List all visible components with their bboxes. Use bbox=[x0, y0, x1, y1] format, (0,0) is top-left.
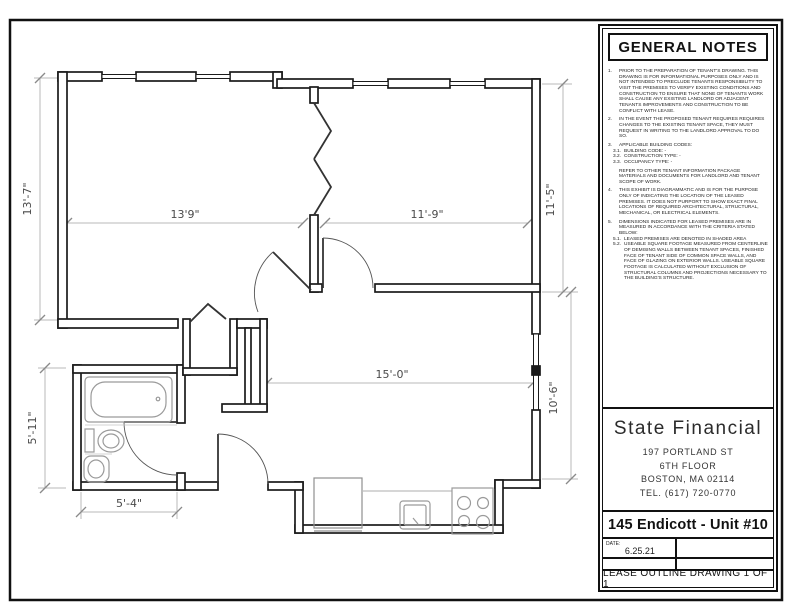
bedroom2-door bbox=[323, 238, 373, 288]
walls bbox=[58, 72, 540, 533]
general-notes-list bbox=[603, 64, 773, 282]
dim-bath-width: 5'-4" bbox=[115, 497, 143, 510]
firm-block bbox=[603, 407, 773, 510]
note-text: CONSTRUCTION TYPE: - bbox=[624, 154, 681, 160]
dimension-labels bbox=[21, 182, 560, 510]
toilet bbox=[85, 429, 124, 454]
fixtures bbox=[84, 377, 493, 534]
bifold-closet-door bbox=[190, 304, 226, 322]
refrigerator bbox=[314, 478, 362, 531]
dim-room2-width: 11'-9" bbox=[410, 208, 444, 221]
note-text: DIMENSIONS INDICATED FOR LEASED PREMISES ARE IN MEASURED IN ACCORDANCE WITH THE CRITERIA STATED BELOW: bbox=[619, 219, 755, 237]
firm-address-line: BOSTON, MA 02114 bbox=[641, 474, 735, 484]
note-number: 4. bbox=[608, 188, 613, 194]
dimension-lines bbox=[34, 78, 578, 519]
note-number: 5.1. bbox=[613, 236, 622, 242]
dim-living-width: 15'-0" bbox=[375, 368, 409, 381]
note-text: REFER TO OTHER TENANT INFORMATION PACKAGE MATERIALS AND DOCUMENTS FOR LANDLORD AND TENANT SCOPE OF WORK. bbox=[619, 168, 760, 185]
note-text: OCCUPANCY TYPE: - bbox=[624, 159, 673, 165]
note-item bbox=[608, 188, 768, 216]
note-number: 1. bbox=[608, 69, 613, 74]
note-text: LEASED PREMISES ARE DENOTED IN SHADED AREA bbox=[624, 236, 747, 242]
empty-cell bbox=[677, 539, 773, 557]
note-number: 3.2. bbox=[613, 154, 622, 160]
dim-left-height: 13'-7" bbox=[21, 182, 34, 216]
note-number: 5.2. bbox=[613, 242, 622, 248]
note-text: BUILDING CODE: - bbox=[624, 148, 667, 154]
closet-zigzag-doors bbox=[314, 103, 331, 215]
sheet-title: LEASE OUTLINE DRAWING 1 OF 1 bbox=[603, 569, 773, 587]
date-label: DATE: bbox=[606, 541, 621, 547]
note-item bbox=[608, 160, 768, 166]
doors bbox=[124, 103, 373, 484]
note-text: THIS EXHIBIT IS DIAGRAMMATIC AND IS FOR THE PURPOSE ONLY OF INDICATING THE LOCATION OF THE LEASED PREMISES. IT DOES NOT PURPORT TO SHOW EXACT FINAL LOCATIONS OF REQUIRED ARCHITECTURAL, STRUCTURAL, MECHANICAL, OR ELECTRICAL ELEMENTS. bbox=[619, 188, 759, 217]
general-notes-header: GENERAL NOTES bbox=[608, 33, 768, 61]
note-number: 3.3. bbox=[613, 159, 622, 165]
note-number: 3. bbox=[608, 142, 613, 148]
note-number: 2. bbox=[608, 117, 613, 123]
dim-bath-height: 5'-11" bbox=[26, 411, 39, 445]
note-item bbox=[608, 220, 768, 237]
entry-door bbox=[218, 434, 268, 484]
title-block bbox=[598, 24, 778, 592]
firm-address-line: TEL. (617) 720-0770 bbox=[639, 487, 737, 498]
note-item bbox=[608, 69, 768, 114]
kitchen-sink bbox=[400, 501, 430, 529]
bathtub bbox=[85, 377, 177, 425]
note-item bbox=[608, 117, 768, 140]
date-row bbox=[603, 537, 773, 557]
date-value: 6.25.21 bbox=[624, 546, 655, 556]
note-number: 3.1. bbox=[613, 148, 622, 154]
firm-name: State Financial bbox=[613, 418, 763, 439]
hall-door bbox=[254, 252, 311, 312]
dimension-ticks bbox=[35, 73, 576, 517]
note-number: 5. bbox=[608, 219, 613, 225]
note-text: IN THE EVENT THE PROPOSED TENANT REQUIRES REQUIRES CHANGES TO THE EXISTING TENANT SPACE, THEY MUST REQUEST IN WRITING TO THE LANDLORD APPROVAL TO DO SO. bbox=[619, 117, 765, 140]
title-block-spacer bbox=[603, 282, 773, 407]
note-text: APPLICABLE BUILDING CODES: bbox=[619, 142, 693, 148]
dim-right-bottom-height: 10'-6" bbox=[547, 381, 560, 415]
title-block-inner bbox=[602, 28, 774, 588]
project-title: 145 Endicott - Unit #10 bbox=[603, 510, 773, 537]
note-text: PRIOR TO THE PREPARATION OF TENANT'S DRAWING. THIS DRAWING IS FOR INFORMATIONAL PURPOSES ONLY AND IS NOT INTENDED TO PRECLUDE TENANTS RESPONSIBILITY TO VISIT THE PREMISES TO VERIFY EXISTING CONDITIONS AND CONSTRUCTION TO ENSURE THAT NONE OF TENANTS WORK SHALL CAUSE ANY EXISTING LANDLORD OR ADJACENT TENANTS IMPROVEMENTS AND CONSTRUCTION TO BE CONFLICT WITH LEASE. bbox=[619, 69, 764, 114]
firm-address-line: 197 PORTLAND ST bbox=[642, 447, 734, 457]
date-cell bbox=[603, 539, 677, 557]
dim-room1-width: 13'9" bbox=[170, 208, 200, 221]
firm-address-line: 6TH FLOOR bbox=[659, 460, 717, 471]
note-text: USEABLE SQUARE FOOTAGE MEASURED FROM CENTERLINE OF DEMISING WALLS BETWEEN TENANT SPACES, FINISHED FACE OF TENANT SIDE OF COMMON SPACE WALLS, AND FACE OF GLAZING ON EXTERIOR WALLS. USEABLE SQUARE FOOTAGE IS CALCULATED WITHOUT EXCLUSION OF STRUCTURAL COLUMNS AND PROJECTIONS NECESSARY TO THE BUILDING'S STRUCTURE. bbox=[624, 242, 768, 282]
note-item bbox=[608, 169, 768, 186]
bathroom-sink bbox=[84, 456, 109, 482]
firm-address bbox=[605, 446, 771, 500]
note-item bbox=[608, 242, 768, 282]
dim-right-top-height: 11'-5" bbox=[544, 183, 557, 217]
bathroom-door bbox=[124, 422, 177, 475]
